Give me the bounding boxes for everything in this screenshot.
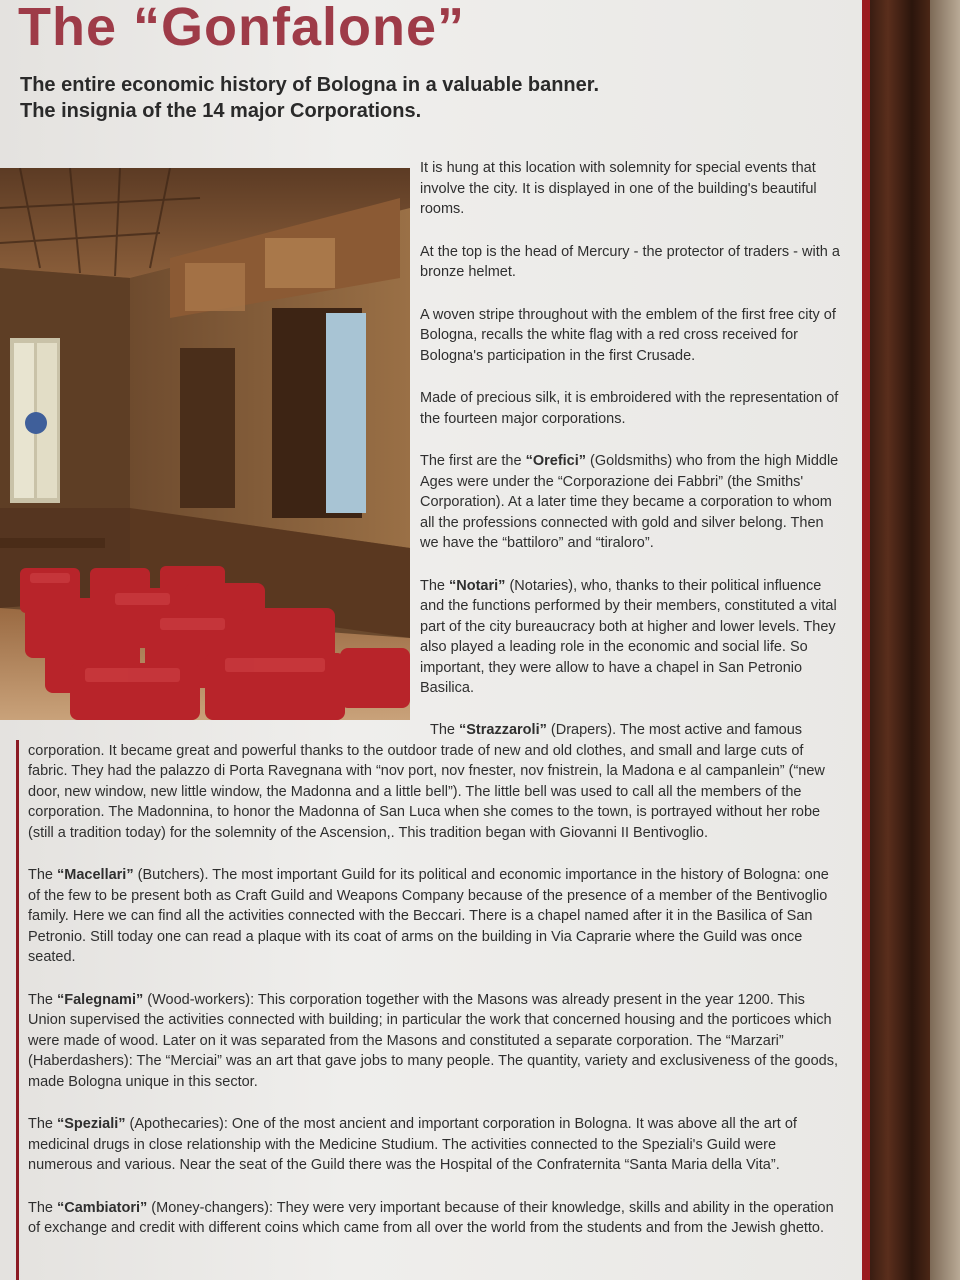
term-falegnami: “Falegnami” <box>57 991 144 1008</box>
text: (Butchers). The most important Guild for its political and economic importance in the history of Bologna: one of the few to be present both as Craft Guild and Weapons Company because of the presence of a member of the Bentivoglio family. Here we can find all the activities connected with the Beccari. There is a chapel named after it in the Basilica of San Petronio. Still today one can read a plaque with its coat of arms on the building in Via Caprarie where the Guild was once seated. <box>28 867 829 965</box>
text: The <box>28 867 58 883</box>
text: The first are the <box>420 453 526 469</box>
text: The <box>28 1116 58 1132</box>
term-orefici: “Orefici” <box>525 453 587 469</box>
term-notari: “Notari” <box>449 577 506 594</box>
panel-red-edge <box>862 0 870 1280</box>
wall-background <box>930 0 960 1280</box>
paragraph-strazzaroli <box>28 720 840 843</box>
text: (Goldsmiths) who from the high Middle Ages were under the “Corporazione dei Fabbri” (the Smiths' Corporation). At a later time they became a corporation to whom all the professions connected with gold and silver belong. Then we have the “battiloro” and “tiraloro”. <box>420 453 839 551</box>
text: (Money-changers): They were very important because of their knowledge, skills and ability in the operation of exchange and credit with different coins which came from all over the world from the students and from the Jewish ghetto. <box>28 1199 834 1236</box>
text: The <box>28 991 58 1008</box>
paragraph-notari <box>420 576 840 699</box>
subtitle-line-1: The entire economic history of Bologna in a valuable banner. <box>20 74 600 96</box>
paragraph-silk: Made of precious silk, it is embroidered with the representation of the fourteen major corporations. <box>420 390 839 427</box>
page-title: The “Gonfalone” <box>18 0 465 57</box>
accent-rule <box>16 740 19 1280</box>
right-column-text <box>420 158 840 721</box>
term-speziali: “Speziali” <box>57 1116 126 1132</box>
term-macellari: “Macellari” <box>57 867 134 883</box>
paragraph-stripe: A woven stripe throughout with the emblem of the first free city of Bologna, recalls the white flag with a red cross received for Bologna's participation in the first Crusade. <box>420 306 836 364</box>
text: The <box>430 722 460 738</box>
paragraph-display: It is hung at this location with solemnity for special events that involve the city. It is displayed in one of the building's beautiful rooms. <box>420 160 817 217</box>
council-room-photo <box>0 168 410 720</box>
text: corporation. It became great and powerful thanks to the outdoor trade of new and old clothes, and small and large cuts of fabric. They had the palazzo di Porta Ravegnana with “nov port, nov fnester, nov fnistrein, la Madona e al campanlein” (“new door, new window, new little window, the Madonna and a little bell”). The little bell was used to call all the members of the corporation. The Madonnina, to honor the Madonna of San Luca when she comes to the town, is portrayed without her robe (still a tradition today) for the solemnity of the Ascension,. This tradition began with Giovanni II Bentivoglio. <box>28 742 825 841</box>
text: (Wood-workers): This corporation together with the Masons was already present in the year 1200. This Union supervised the activities connected with building; in particular the work that concerned housing and the porticoes which were made of wood. Later on it was separated from the Masons and constituted a separate corporation. The “Marzari” (Haberdashers): The “Merciai” was an art that gave jobs to many people. The quantity, variety and exclusiveness of the goods, made Bologna unique in this sector. <box>28 991 839 1090</box>
subtitle <box>20 72 599 124</box>
term-strazzaroli: “Strazzaroli” <box>459 722 547 738</box>
paragraph-macellari <box>28 865 840 968</box>
strazzaroli-lead <box>28 720 840 741</box>
paragraph-orefici <box>420 451 840 554</box>
paragraph-mercury: At the top is the head of Mercury - the protector of traders - with a bronze helmet. <box>420 243 840 280</box>
text: The <box>420 577 450 594</box>
text: (Drapers). The most active and famous <box>546 722 803 738</box>
paragraph-speziali <box>28 1114 840 1176</box>
subtitle-line-2: The insignia of the 14 major Corporations. <box>20 100 422 122</box>
full-width-text <box>28 720 840 1261</box>
paragraph-falegnami <box>28 990 840 1093</box>
paragraph-cambiatori <box>28 1198 840 1239</box>
wooden-frame <box>870 0 930 1280</box>
text: The <box>28 1199 58 1216</box>
text: (Apothecaries): One of the most ancient and important corporation in Bologna. It was above all the art of medicinal drugs in close relationship with the Medicine Studium. The activities connected to the Speziali's Guild were numerous and various. Near the seat of the Guild there was the Hospital of the Confraternita “Santa Maria della Vita”. <box>28 1116 797 1173</box>
term-cambiatori: “Cambiatori” <box>57 1199 148 1216</box>
text: (Notaries), who, thanks to their political influence and the functions performed by their members, constituted a vital part of the city bureaucracy both at higher and lower levels. They also played a leading role in the economic and social life. So important, they were allow to have a chapel in San Petronio Basilica. <box>420 577 837 696</box>
